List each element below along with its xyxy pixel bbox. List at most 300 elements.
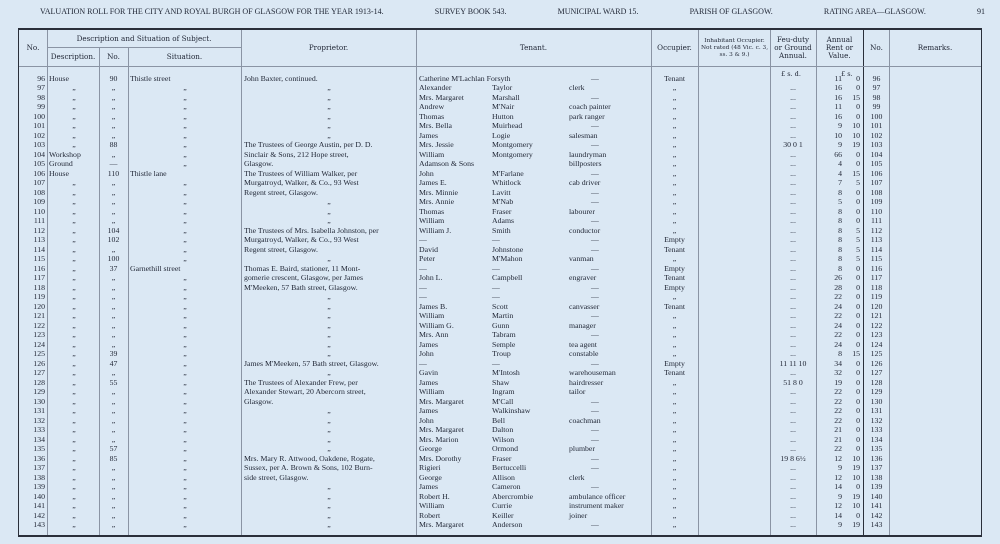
description: „ (72, 320, 76, 330)
table-row (19, 292, 981, 302)
proprietor: „ (327, 292, 331, 302)
tenant-first-name: Mrs. Jessie (419, 140, 454, 150)
occupier: Empty (664, 358, 685, 368)
tenant-occupation: — (591, 520, 599, 530)
row-number: 110 (33, 206, 45, 216)
tenant-occupation: ambulance officer (569, 491, 626, 501)
subject-number: 104 (107, 225, 120, 235)
tenant-first-name: James B. (419, 301, 448, 311)
rent-shillings: 0 (856, 197, 860, 207)
situation: „ (183, 273, 187, 283)
proprietor: „ (327, 311, 331, 321)
situation: „ (183, 282, 187, 292)
situation: „ (183, 368, 187, 378)
row-number-right: 106 (870, 168, 883, 178)
proprietor: „ (327, 339, 331, 349)
row-number: 131 (33, 406, 45, 416)
rent-shillings: 0 (856, 434, 860, 444)
row-number: 102 (33, 130, 45, 140)
row-number: 115 (33, 254, 45, 264)
tenant-surname: Walkinshaw (492, 406, 531, 416)
row-number: 104 (33, 149, 45, 159)
tenant-occupation: — (591, 282, 599, 292)
subject-number: „ (111, 130, 116, 140)
tenant-surname: Ingram (492, 387, 515, 397)
occupier: „ (672, 520, 677, 530)
feu-duty: ... (790, 444, 796, 454)
table-row (19, 435, 981, 445)
rent-shillings: 10 (852, 472, 860, 482)
proprietor: Sussex, per A. Brown & Sons, 102 Burn- (244, 463, 373, 473)
occupier: „ (672, 501, 677, 511)
occupier: „ (672, 83, 677, 93)
table-row (19, 245, 981, 255)
tenant-first-name: George (419, 472, 442, 482)
situation: „ (183, 244, 187, 254)
tenant-occupation: — (591, 92, 599, 102)
row-number: 103 (33, 140, 45, 150)
description: „ (72, 244, 76, 254)
rent-shillings: 10 (852, 453, 860, 463)
proprietor: M'Meeken, 57 Bath street, Glasgow. (244, 282, 358, 292)
tenant-first-name: William (419, 149, 445, 159)
rent-shillings: 19 (852, 491, 860, 501)
tenant-surname: Tabram (492, 330, 516, 340)
row-number-right: 143 (870, 520, 883, 530)
subject-number: 110 (107, 168, 120, 178)
tenant-first-name: Mrs. Margaret (419, 520, 464, 530)
row-number: 112 (33, 225, 45, 235)
rent-shillings: 0 (856, 159, 860, 169)
subject-number: „ (111, 187, 116, 197)
description: „ (72, 339, 76, 349)
proprietor: The Trustees of Mrs. Isabella Johnston, per (244, 225, 379, 235)
rent-shillings: 19 (852, 140, 860, 150)
rent-pounds: 22 (834, 387, 842, 397)
rent-shillings: 0 (856, 482, 860, 492)
description: „ (72, 282, 76, 292)
feu-duty: 51 8 0 (783, 377, 803, 387)
feu-duty: ... (790, 244, 796, 254)
rent-shillings: 0 (856, 368, 860, 378)
table-row (19, 302, 981, 312)
valuation-table (18, 28, 982, 537)
tenant-occupation: park ranger (569, 111, 605, 121)
situation: „ (183, 387, 187, 397)
tenant-surname: Whitlock (492, 178, 522, 188)
row-number: 125 (33, 349, 45, 359)
survey-book: SURVEY BOOK 543. (434, 7, 507, 16)
situation: „ (183, 301, 187, 311)
tenant-occupation: warehouseman (569, 368, 616, 378)
subject-number: „ (111, 425, 116, 435)
occupier: „ (672, 140, 677, 150)
row-number: 140 (33, 491, 45, 501)
proprietor: John Baxter, continued. (244, 74, 318, 83)
tenant-first-name: Mrs. Margaret (419, 396, 464, 406)
situation: „ (183, 311, 187, 321)
tenant-surname: Bertuccelli (492, 463, 527, 473)
description: „ (72, 472, 76, 482)
tenant-first-name: — (419, 263, 427, 273)
subject-number: „ (111, 244, 116, 254)
subject-number: „ (111, 149, 116, 159)
rent-pounds: 26 (834, 273, 842, 283)
rent-pounds: 22 (834, 330, 842, 340)
tenant-occupation: — (591, 235, 599, 245)
feu-duty: 30 0 1 (783, 140, 803, 150)
rent-shillings: 0 (856, 216, 860, 226)
row-number: 98 (37, 92, 45, 102)
row-number-right: 98 (872, 92, 881, 102)
situation: „ (183, 187, 187, 197)
tenant-occupation: — (591, 463, 599, 473)
situation: „ (183, 339, 187, 349)
occupier: „ (672, 491, 677, 501)
table-row (19, 492, 981, 502)
row-number: 111 (33, 216, 45, 226)
rent-pounds: 24 (834, 301, 842, 311)
row-number-right: 142 (870, 510, 883, 520)
tenant-occupation: — (591, 434, 599, 444)
row-number: 132 (33, 415, 45, 425)
table-row (19, 169, 981, 179)
tenant-first-name: James (419, 339, 439, 349)
rent-shillings: 0 (856, 425, 860, 435)
proprietor: „ (327, 415, 331, 425)
rent-pounds: 8 (838, 206, 842, 216)
description: „ (72, 434, 76, 444)
subject-number: „ (111, 339, 116, 349)
rent-shillings: 0 (856, 301, 860, 311)
row-number-right: 132 (870, 415, 883, 425)
occupier: „ (672, 339, 677, 349)
row-number: 99 (37, 102, 45, 112)
tenant-surname: Troup (492, 349, 511, 359)
rent-pounds: 19 (834, 377, 842, 387)
table-row (19, 378, 981, 388)
row-number-right: 123 (870, 330, 883, 340)
tenant-surname: Anderson (492, 520, 523, 530)
rent-pounds: 22 (834, 415, 842, 425)
row-number-right: 118 (870, 282, 883, 292)
tenant-occupation: — (591, 311, 599, 321)
description: „ (72, 83, 76, 93)
table-row (19, 83, 981, 93)
row-number: 127 (33, 368, 45, 378)
situation: „ (183, 320, 187, 330)
table-row (19, 368, 981, 378)
tenant-occupation: canvasser (569, 301, 600, 311)
row-number: 129 (33, 387, 45, 397)
table-row (19, 235, 981, 245)
description: „ (72, 102, 76, 112)
situation: „ (183, 349, 187, 359)
description: „ (72, 197, 76, 207)
subject-number: „ (111, 482, 116, 492)
rent-pounds: 8 (838, 225, 842, 235)
row-number-right: 119 (870, 292, 883, 302)
page-number: 91 (977, 7, 985, 16)
proprietor: „ (327, 216, 331, 226)
situation: Garnethill street (130, 263, 181, 273)
description: „ (72, 491, 76, 501)
situation: „ (183, 453, 187, 463)
situation: „ (183, 102, 187, 112)
tenant-occupation: plumber (569, 444, 595, 454)
situation: „ (183, 501, 187, 511)
feu-duty: ... (790, 434, 796, 444)
feu-duty: ... (790, 130, 796, 140)
rent-shillings: 0 (856, 396, 860, 406)
proprietor: The Trustees of Alexander Frew, per (244, 377, 358, 387)
tenant-occupation: clerk (569, 83, 585, 93)
tenant-first-name: Mrs. Margaret (419, 425, 464, 435)
row-number: 96 (37, 74, 45, 83)
occupier: „ (672, 121, 677, 131)
feu-duty: ... (790, 301, 796, 311)
feu-duty: ... (790, 368, 796, 378)
description: „ (72, 520, 76, 530)
description: „ (72, 301, 76, 311)
subject-number: „ (111, 387, 116, 397)
tenant-occupation: — (591, 121, 599, 131)
tenant-first-name: Mrs. Dorothy (419, 453, 462, 463)
tenant-first-name: Alexander (419, 83, 452, 93)
tenant-first-name: George (419, 444, 442, 454)
col-header-description-group: Description and Situation of Subject. (76, 33, 212, 43)
rent-pounds: 34 (834, 358, 842, 368)
rent-shillings: 0 (856, 273, 860, 283)
table-row (19, 150, 981, 160)
tenant-surname: Abercrombie (492, 491, 534, 501)
col-header-situation: Situation. (166, 51, 203, 61)
row-number: 116 (33, 263, 45, 273)
feu-duty: ... (790, 178, 796, 188)
tenant-first-name: John L. (419, 273, 443, 283)
rent-shillings: 15 (852, 349, 860, 359)
row-number-right: 99 (872, 102, 881, 112)
row-number: 122 (33, 320, 45, 330)
rent-shillings: 0 (856, 387, 860, 397)
row-number-right: 121 (870, 311, 883, 321)
rent-shillings: 0 (856, 187, 860, 197)
subject-number: „ (111, 415, 116, 425)
rent-pounds: 9 (838, 140, 842, 150)
tenant-occupation: coach painter (569, 102, 611, 112)
feu-duty: ... (790, 159, 796, 169)
tenant-occupation: — (591, 292, 599, 302)
rent-pounds: 8 (838, 263, 842, 273)
row-number-right: 110 (870, 206, 883, 216)
tenant-first-name: James (419, 406, 439, 416)
rent-pounds: 22 (834, 396, 842, 406)
description: „ (72, 92, 76, 102)
col-header-occupier: Occupier. (657, 43, 692, 52)
rent-pounds: 12 (834, 472, 842, 482)
tenant-surname: Lavitt (492, 187, 511, 197)
proprietor: Sinclair & Sons, 212 Hope street, (244, 149, 349, 159)
tenant-surname: Martin (492, 311, 514, 321)
municipal-ward: MUNICIPAL WARD 15. (557, 7, 639, 16)
tenant-surname: Semple (492, 339, 516, 349)
feu-duty: ... (790, 482, 796, 492)
row-number-right: 114 (870, 244, 883, 254)
subject-number: „ (111, 206, 116, 216)
row-number: 138 (33, 472, 45, 482)
situation: „ (183, 292, 187, 302)
tenant-first-name: William (419, 216, 445, 226)
tenant-surname: Gunn (492, 320, 510, 330)
tenant-surname: — (492, 235, 500, 245)
situation: „ (183, 140, 187, 150)
tenant-surname: Fraser (492, 206, 512, 216)
tenant-first-name: John (419, 415, 434, 425)
proprietor: „ (327, 330, 331, 340)
row-number: 135 (33, 444, 45, 454)
tenant-surname: Marshall (492, 92, 520, 102)
tenant-occupation: — (591, 244, 599, 254)
subject-number: „ (111, 330, 116, 340)
subject-number: „ (111, 491, 116, 501)
row-number: 143 (33, 520, 45, 530)
rent-shillings: 0 (856, 358, 860, 368)
description: „ (72, 187, 76, 197)
row-number-right: 102 (870, 130, 883, 140)
proprietor: Murgatroyd, Walker, & Co., 93 West (244, 178, 359, 188)
tenant-surname: — (492, 263, 500, 273)
rent-shillings: 0 (856, 206, 860, 216)
tenant-surname: Taylor (492, 83, 513, 93)
tenant-first-name: Mrs. Margaret (419, 92, 464, 102)
situation: „ (183, 510, 187, 520)
table-row (19, 349, 981, 359)
tenant-occupation: coachman (569, 415, 601, 425)
row-number: 126 (33, 358, 45, 368)
description: „ (72, 453, 76, 463)
rent-pounds: 24 (834, 320, 842, 330)
tenant-occupation: — (591, 216, 599, 226)
occupier: „ (672, 225, 677, 235)
rent-pounds: 11 (834, 102, 842, 112)
tenant-surname: Cameron (492, 482, 521, 492)
tenant-first-name: David (419, 244, 439, 254)
proprietor: „ (327, 83, 331, 93)
tenant-surname: Bell (492, 415, 505, 425)
row-number-right: 128 (870, 377, 883, 387)
rent-shillings: 0 (856, 377, 860, 387)
proprietor: gomerie crescent, Glasgow, per James (244, 273, 364, 283)
situation: „ (183, 520, 187, 530)
occupier: Tenant (663, 368, 686, 378)
situation: „ (183, 406, 187, 416)
situation: „ (183, 434, 187, 444)
occupier: Empty (664, 263, 685, 273)
row-number: 123 (33, 330, 45, 340)
tenant-first-name: William (419, 387, 445, 397)
roll-title: VALUATION ROLL FOR THE CITY AND ROYAL BURGH OF GLASGOW FOR THE YEAR 1913-14. (40, 7, 384, 16)
table-row (19, 387, 981, 397)
rent-pounds: 5 (838, 197, 842, 207)
row-number: 97 (37, 83, 45, 93)
tenant-occupation: — (591, 263, 599, 273)
occupier: „ (672, 444, 677, 454)
rent-pounds: 16 (834, 92, 842, 102)
row-number: 121 (33, 311, 45, 321)
rent-shillings: 19 (852, 463, 860, 473)
tenant-occupation: instrument maker (569, 501, 624, 511)
row-number: 114 (33, 244, 45, 254)
occupier: „ (672, 111, 677, 121)
table-row (19, 406, 981, 416)
proprietor: „ (327, 121, 331, 131)
row-number-right: 133 (870, 425, 883, 435)
row-number-right: 127 (870, 368, 883, 378)
table-row (19, 197, 981, 207)
rent-pounds: 24 (834, 339, 842, 349)
feu-duty: ... (790, 520, 796, 530)
subject-number: „ (111, 102, 116, 112)
feu-duty: ... (790, 472, 796, 482)
rent-shillings: 10 (852, 121, 860, 131)
occupier: Tenant (663, 244, 686, 254)
subject-number: „ (111, 121, 116, 131)
tenant-first-name: Mrs. Bella (419, 121, 452, 131)
table-row (19, 511, 981, 521)
rent-pounds: 14 (834, 482, 842, 492)
proprietor: „ (327, 482, 331, 492)
tenant-occupation: manager (569, 320, 596, 330)
rent-shillings: 0 (856, 83, 860, 93)
subject-number: „ (111, 301, 116, 311)
tenant-first-name: Rigieri (419, 463, 441, 473)
tenant-surname: — (492, 292, 500, 302)
occupier: Tenant (663, 273, 686, 283)
feu-duty: ... (790, 406, 796, 416)
tenant-occupation: conductor (569, 225, 601, 235)
rent-shillings: 5 (856, 254, 860, 264)
subject-number: „ (111, 463, 116, 473)
proprietor: „ (327, 206, 331, 216)
tenant-surname: M'Mahon (492, 254, 523, 264)
rent-shillings: 0 (856, 292, 860, 302)
tenant-occupation: joiner (569, 510, 588, 520)
tenant-first-name: William G. (419, 320, 454, 330)
description: „ (72, 263, 76, 273)
situation: „ (183, 415, 187, 425)
tenant-first-name: John (419, 168, 434, 178)
tenant-first-name: Thomas (419, 206, 445, 216)
proprietor: „ (327, 491, 331, 501)
table-row (19, 131, 981, 141)
row-number-right: 103 (870, 140, 883, 150)
situation: „ (183, 130, 187, 140)
occupier: Empty (664, 282, 685, 292)
tenant-first-name: — (419, 292, 427, 302)
row-number: 113 (33, 235, 45, 245)
feu-units: £ s. d. (781, 70, 801, 78)
rent-pounds: 32 (834, 368, 842, 378)
situation: „ (183, 225, 187, 235)
subject-number: „ (111, 273, 116, 283)
tenant-occupation: vanman (569, 254, 594, 264)
tenant-first-name: Gavin (419, 368, 439, 378)
rent-shillings: 0 (856, 263, 860, 273)
rent-pounds: 66 (834, 149, 842, 159)
table-row (19, 112, 981, 122)
rent-pounds: 21 (834, 434, 842, 444)
rent-shillings: 0 (856, 74, 860, 83)
